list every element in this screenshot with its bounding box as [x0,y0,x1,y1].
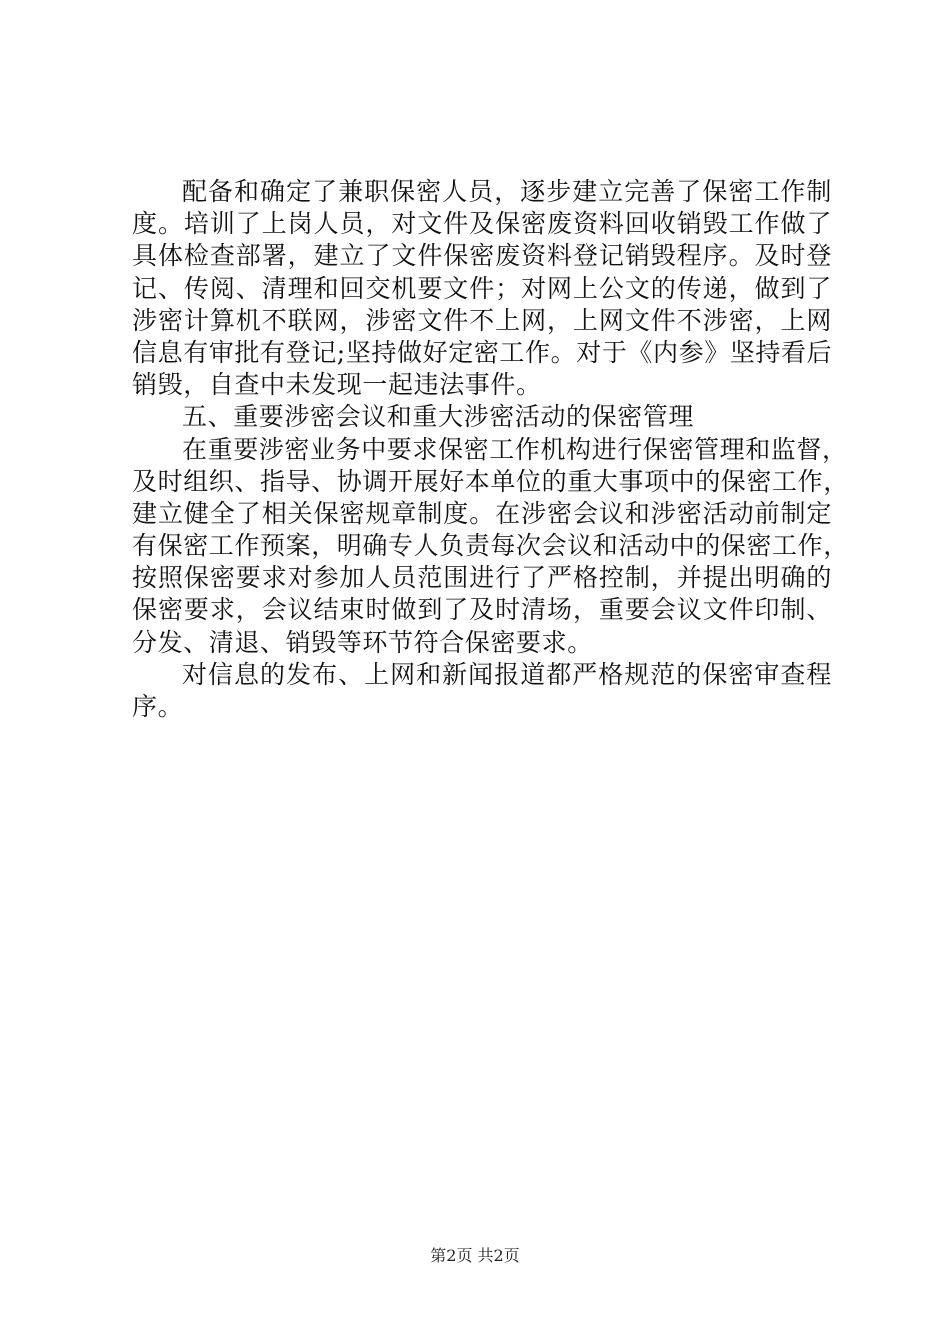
paragraph-line: 在重要涉密业务中要求保密工作机构进行保密管理和监督， [182,434,848,464]
paragraph-line: 保密要求，会议结束时做到了及时清场，重要会议文件印制、 [132,595,832,625]
paragraph-line: 分发、清退、销毁等环节符合保密要求。 [132,627,593,657]
paragraph-line: 按照保密要求对参加人员范围进行了严格控制，并提出明确的 [132,563,832,593]
paragraph-line: 建立健全了相关保密规章制度。在涉密会议和涉密活动前制定 [132,498,832,528]
paragraph-line: 信息有审批有登记;坚持做好定密工作。对于《内参》坚持看后 [132,337,833,367]
paragraph-line: 有保密工作预案，明确专人负责每次会议和活动中的保密工作， [132,531,849,561]
paragraph-line: 度。培训了上岗人员，对文件及保密废资料回收销毁工作做了 [132,209,832,239]
page-number-footer: 第2页 共2页 [430,1246,520,1265]
paragraph-line: 及时组织、指导、协调开展好本单位的重大事项中的保密工作， [132,466,849,496]
paragraph-line: 对信息的发布、上网和新闻报道都严格规范的保密审查程 [182,659,832,689]
paragraph-line: 序。 [132,692,184,721]
paragraph-line: 配备和确定了兼职保密人员，逐步建立完善了保密工作制 [182,177,832,206]
paragraph-line: 记、传阅、清理和回交机要文件；对网上公文的传递，做到了 [132,273,832,303]
paragraph-line: 具体检查部署，建立了文件保密废资料登记销毁程序。及时登 [132,241,832,271]
document-body [132,176,849,723]
section-heading: 五、重要涉密会议和重大涉密活动的保密管理 [182,402,695,432]
paragraph-line: 涉密计算机不联网，涉密文件不上网，上网文件不涉密，上网 [132,305,832,335]
paragraph-line: 销毁，自查中未发现一起违法事件。 [132,370,542,400]
